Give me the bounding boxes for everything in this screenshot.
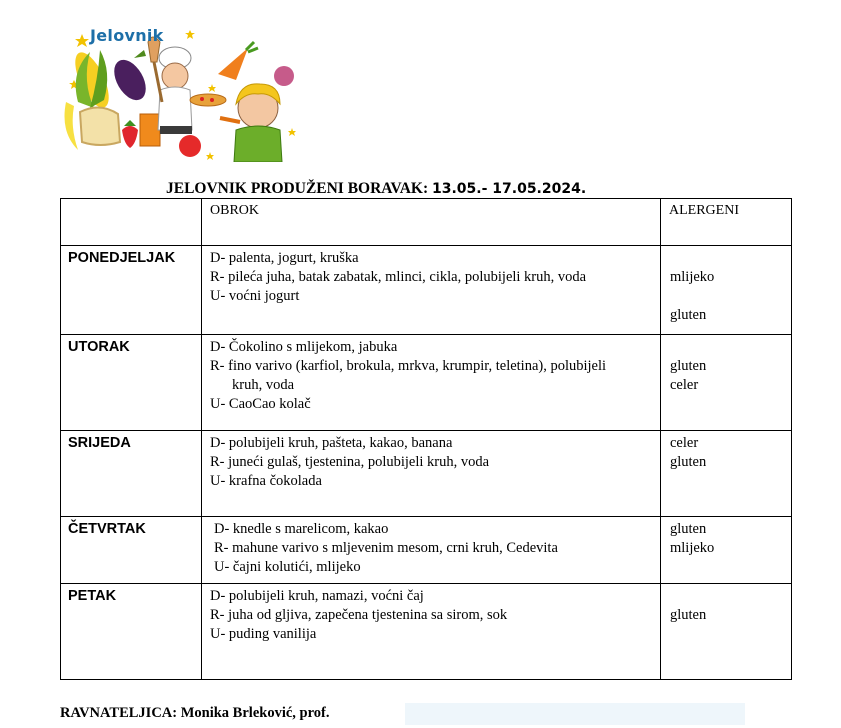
- title-dates: 13.05.- 17.05.2024.: [431, 181, 587, 197]
- meal-line: D- Čokolino s mlijekom, jabuka: [210, 339, 398, 355]
- meals-wednesday: [202, 431, 661, 517]
- allergen: gluten: [670, 521, 707, 537]
- logo-word: Jelovnik: [90, 26, 164, 45]
- principal-signature-line: RAVNATELJICA: Monika Brleković, prof.: [60, 705, 330, 721]
- table-row: [61, 584, 792, 680]
- header-allergens: ALERGENI: [661, 199, 792, 246]
- header-meal: OBROK: [202, 199, 661, 246]
- jelovnik-logo: [60, 22, 305, 162]
- meals-thursday: [202, 517, 661, 584]
- meal-line: D- polubijeli kruh, pašteta, kakao, banana: [210, 435, 453, 451]
- allergen: gluten: [670, 307, 707, 323]
- meal-line: D- knedle s marelicom, kakao: [214, 521, 389, 537]
- meal-line: R- juneći gulaš, tjestenina, polubijeli kruh, voda: [210, 454, 490, 470]
- allergen: celer: [670, 377, 699, 393]
- meal-line: U- krafna čokolada: [210, 473, 322, 489]
- allergen: celer: [670, 435, 699, 451]
- allergens-thursday: [661, 517, 792, 584]
- document-title: [166, 180, 586, 198]
- meals-monday: [202, 246, 661, 335]
- table-header-row: [61, 199, 792, 246]
- day-tuesday: UTORAK: [61, 335, 202, 431]
- meal-line: D- polubijeli kruh, namazi, voćni čaj: [210, 588, 424, 604]
- meal-line: D- palenta, jogurt, kruška: [210, 250, 359, 266]
- table-row: [61, 517, 792, 584]
- meal-line: U- čajni kolutići, mlijeko: [214, 559, 361, 575]
- allergens-wednesday: [661, 431, 792, 517]
- meal-line: U- voćni jogurt: [210, 288, 300, 304]
- day-friday: PETAK: [61, 584, 202, 680]
- day-wednesday: SRIJEDA: [61, 431, 202, 517]
- day-thursday: ČETVRTAK: [61, 517, 202, 584]
- meal-line: R- fino varivo (karfiol, brokula, mrkva, krumpir, teletina), polubijeli: [210, 358, 607, 374]
- header-day-cell: [61, 199, 202, 246]
- allergens-tuesday: [661, 335, 792, 431]
- allergen: gluten: [670, 358, 707, 374]
- meal-line: kruh, voda: [232, 377, 295, 393]
- allergen: mlijeko: [670, 269, 715, 285]
- meal-line: R- mahune varivo s mljevenim mesom, crni kruh, Cedevita: [214, 540, 558, 556]
- table-row: [61, 335, 792, 431]
- meal-line: R- juha od gljiva, zapečena tjestenina sa sirom, sok: [210, 607, 508, 623]
- meal-line: U- puding vanilija: [210, 626, 317, 642]
- footer: [60, 703, 745, 725]
- allergen: mlijeko: [670, 540, 715, 556]
- meal-line: U- CaoCao kolač: [210, 396, 311, 412]
- table-row: [61, 431, 792, 517]
- title-prefix: JELOVNIK PRODUŽENI BORAVAK:: [166, 180, 429, 197]
- day-monday: PONEDJELJAK: [61, 246, 202, 335]
- meal-line: R- pileća juha, batak zabatak, mlinci, cikla, polubijeli kruh, voda: [210, 269, 587, 285]
- meals-friday: [202, 584, 661, 680]
- meals-tuesday: [202, 335, 661, 431]
- menu-table: [60, 198, 792, 680]
- allergen: gluten: [670, 607, 707, 623]
- allergens-monday: [661, 246, 792, 335]
- allergen: gluten: [670, 454, 707, 470]
- allergens-friday: [661, 584, 792, 680]
- table-row: [61, 246, 792, 335]
